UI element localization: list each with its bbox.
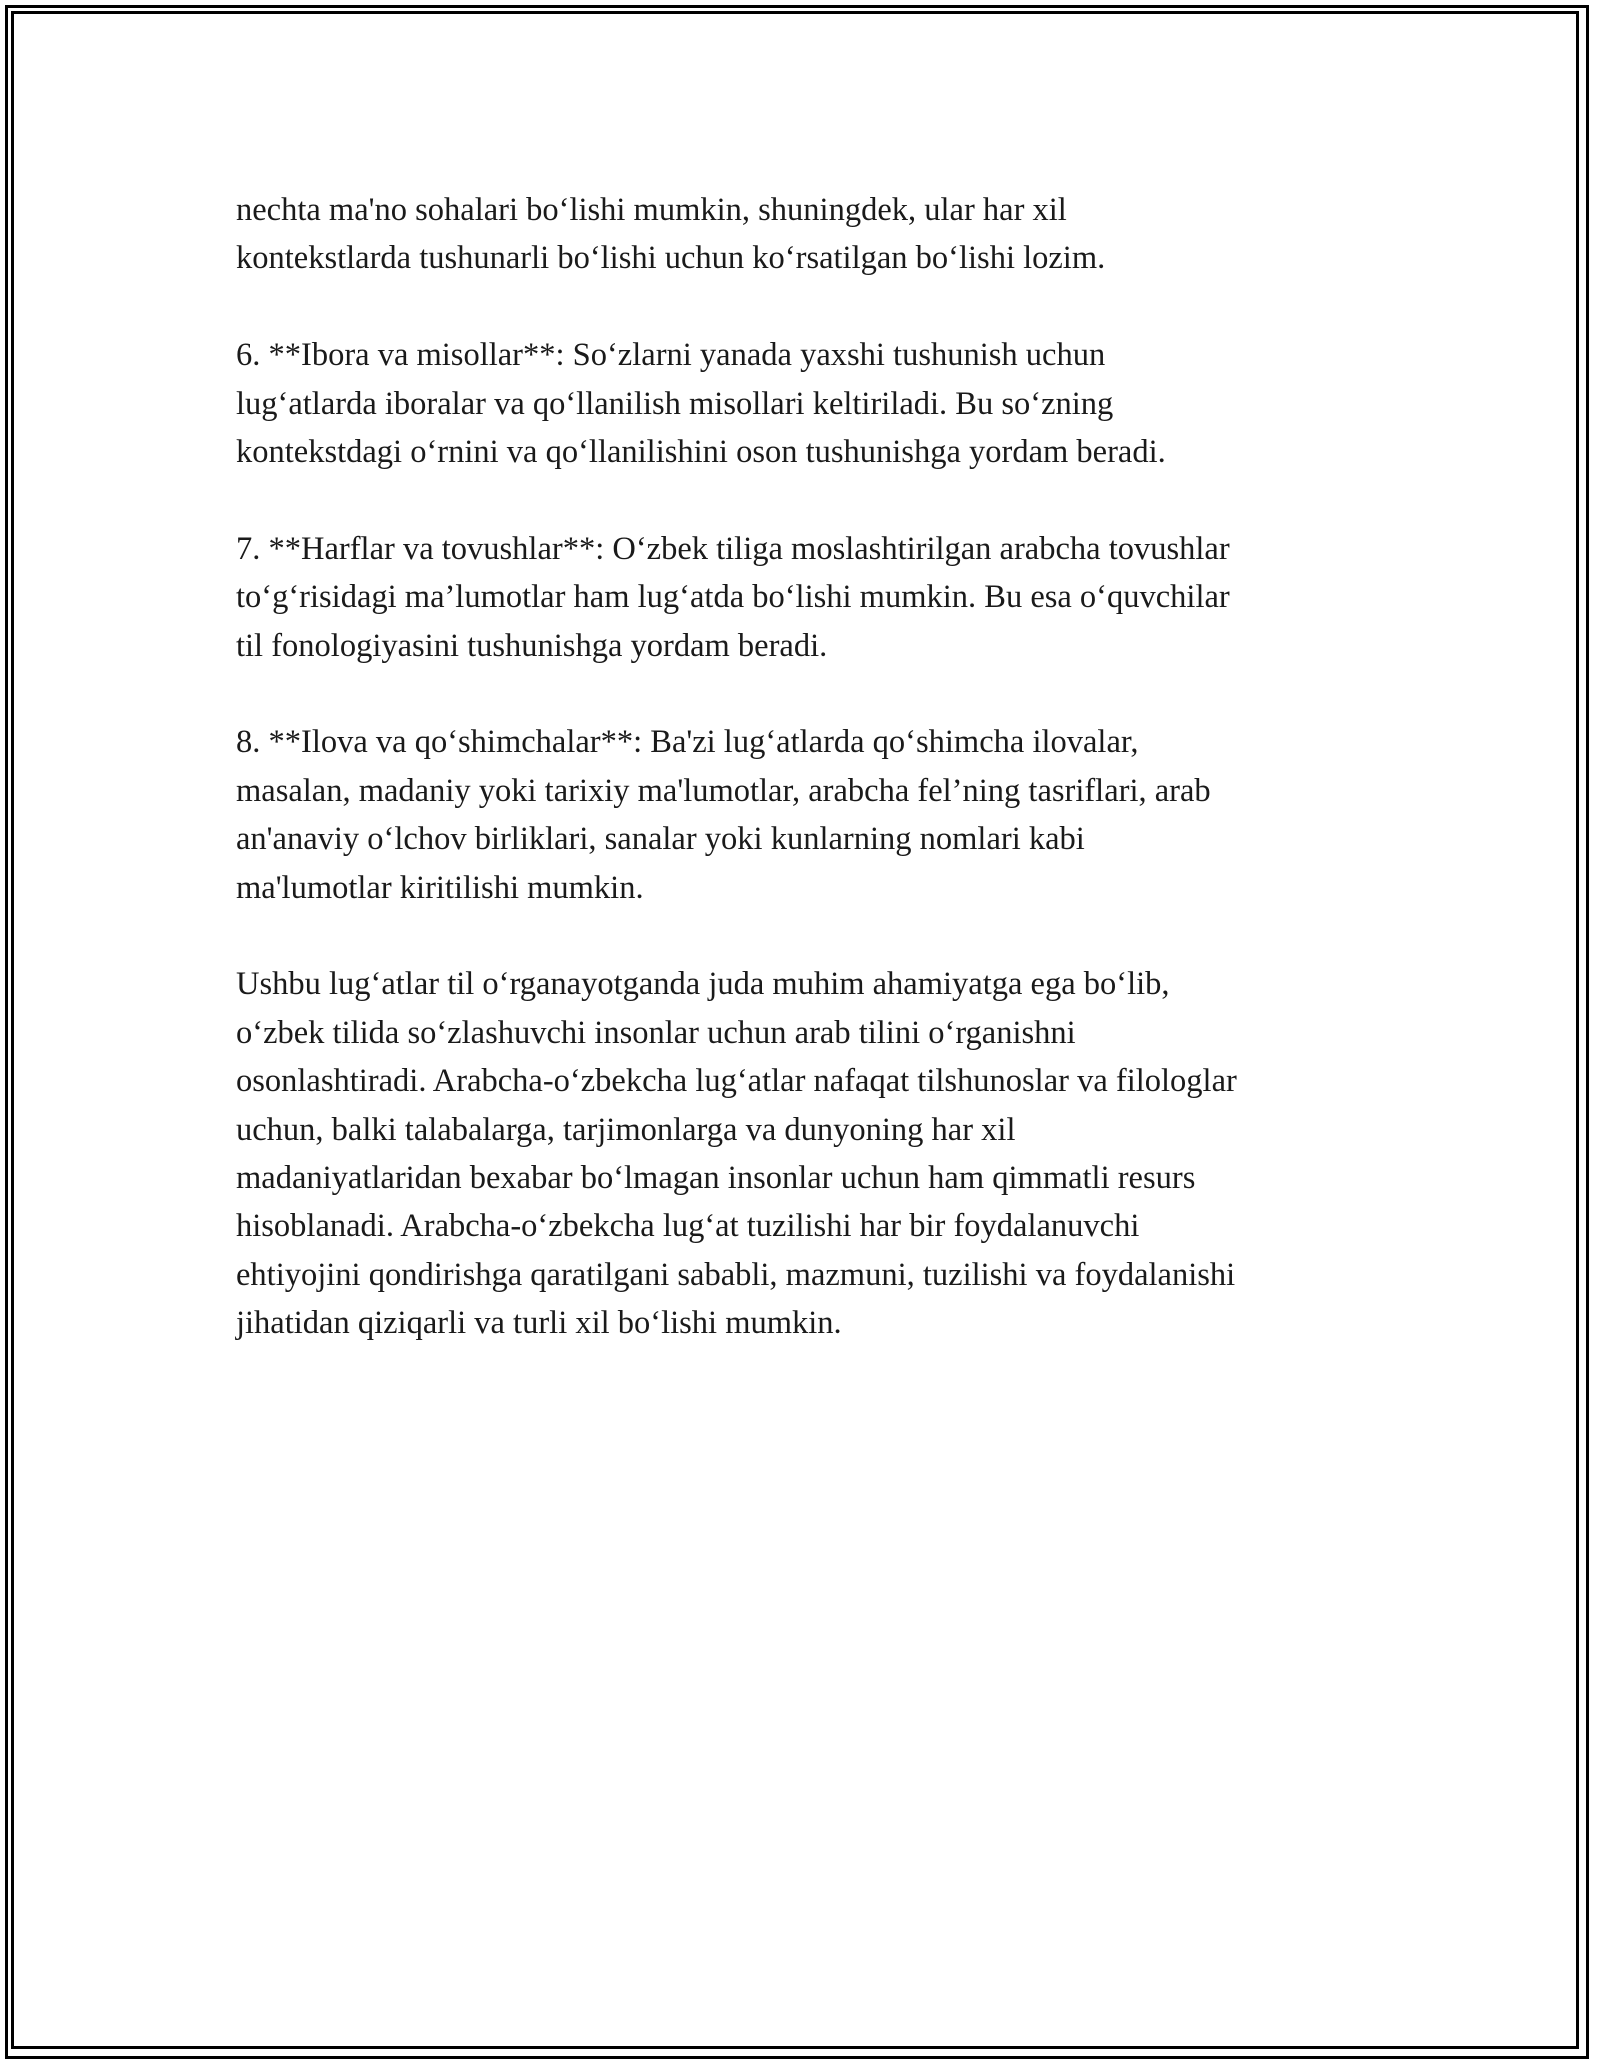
- paragraph-item-6: 6. **Ibora va misollar**: So‘zlarni yanada yaxshi tushunish uchun lug‘atlarda iboralar va qo‘llanilish misollari keltiriladi. Bu so‘zning kontekstdagi o‘rnini va qo‘llanilishini oson tushunishga yordam beradi.: [236, 337, 1166, 471]
- paragraph-item-8: 8. **Ilova va qo‘shimchalar**: Ba'zi lug‘atlarda qo‘shimcha ilovalar, masalan, madaniy yoki tarixiy ma'lumotlar, arabcha fel’ning tasriflari, arab an'anaviy o‘lchov birliklari, sanalar yoki kunlarning nomlari kabi ma'lumotlar kiritilishi mumkin.: [236, 724, 1211, 906]
- paragraph-item-7: 7. **Harflar va tovushlar**: O‘zbek tiliga moslashtirilgan arabcha tovushlar to‘g‘risidagi ma’lumotlar ham lug‘atda bo‘lishi mumkin. Bu esa o‘quvchilar til fonologiyasini tushunishga yordam beradi.: [236, 530, 1230, 664]
- paragraph-continuation: nechta ma'no sohalari bo‘lishi mumkin, shuningdek, ular har xil kontekstlarda tushunarli bo‘lishi uchun ko‘rsatilgan bo‘lishi lozim.: [236, 192, 1106, 277]
- paragraph-conclusion: Ushbu lug‘atlar til o‘rganayotganda juda muhim ahamiyatga ega bo‘lib, o‘zbek tilida so‘zlashuvchi insonlar uchun arab tilini o‘rganishni osonlashtiradi. Arabcha-o‘zbekcha lug‘atlar nafaqat tilshunoslar va filologlar uchun, balki talabalarga, tarjimonlarga va dunyoning har xil madaniyatlaridan bexabar bo‘lmagan insonlar uchun ham qimmatli resurs hisoblanadi. Arabcha-o‘zbekcha lug‘at tuzilishi har bir foydalanuvchi ehtiyojini qondirishga qaratilgani sababli, mazmuni, tuzilishi va foydalanishi jihatidan qiziqarli va turli xil bo‘lishi mumkin.: [236, 966, 1237, 1342]
- document-body: [236, 186, 1386, 1348]
